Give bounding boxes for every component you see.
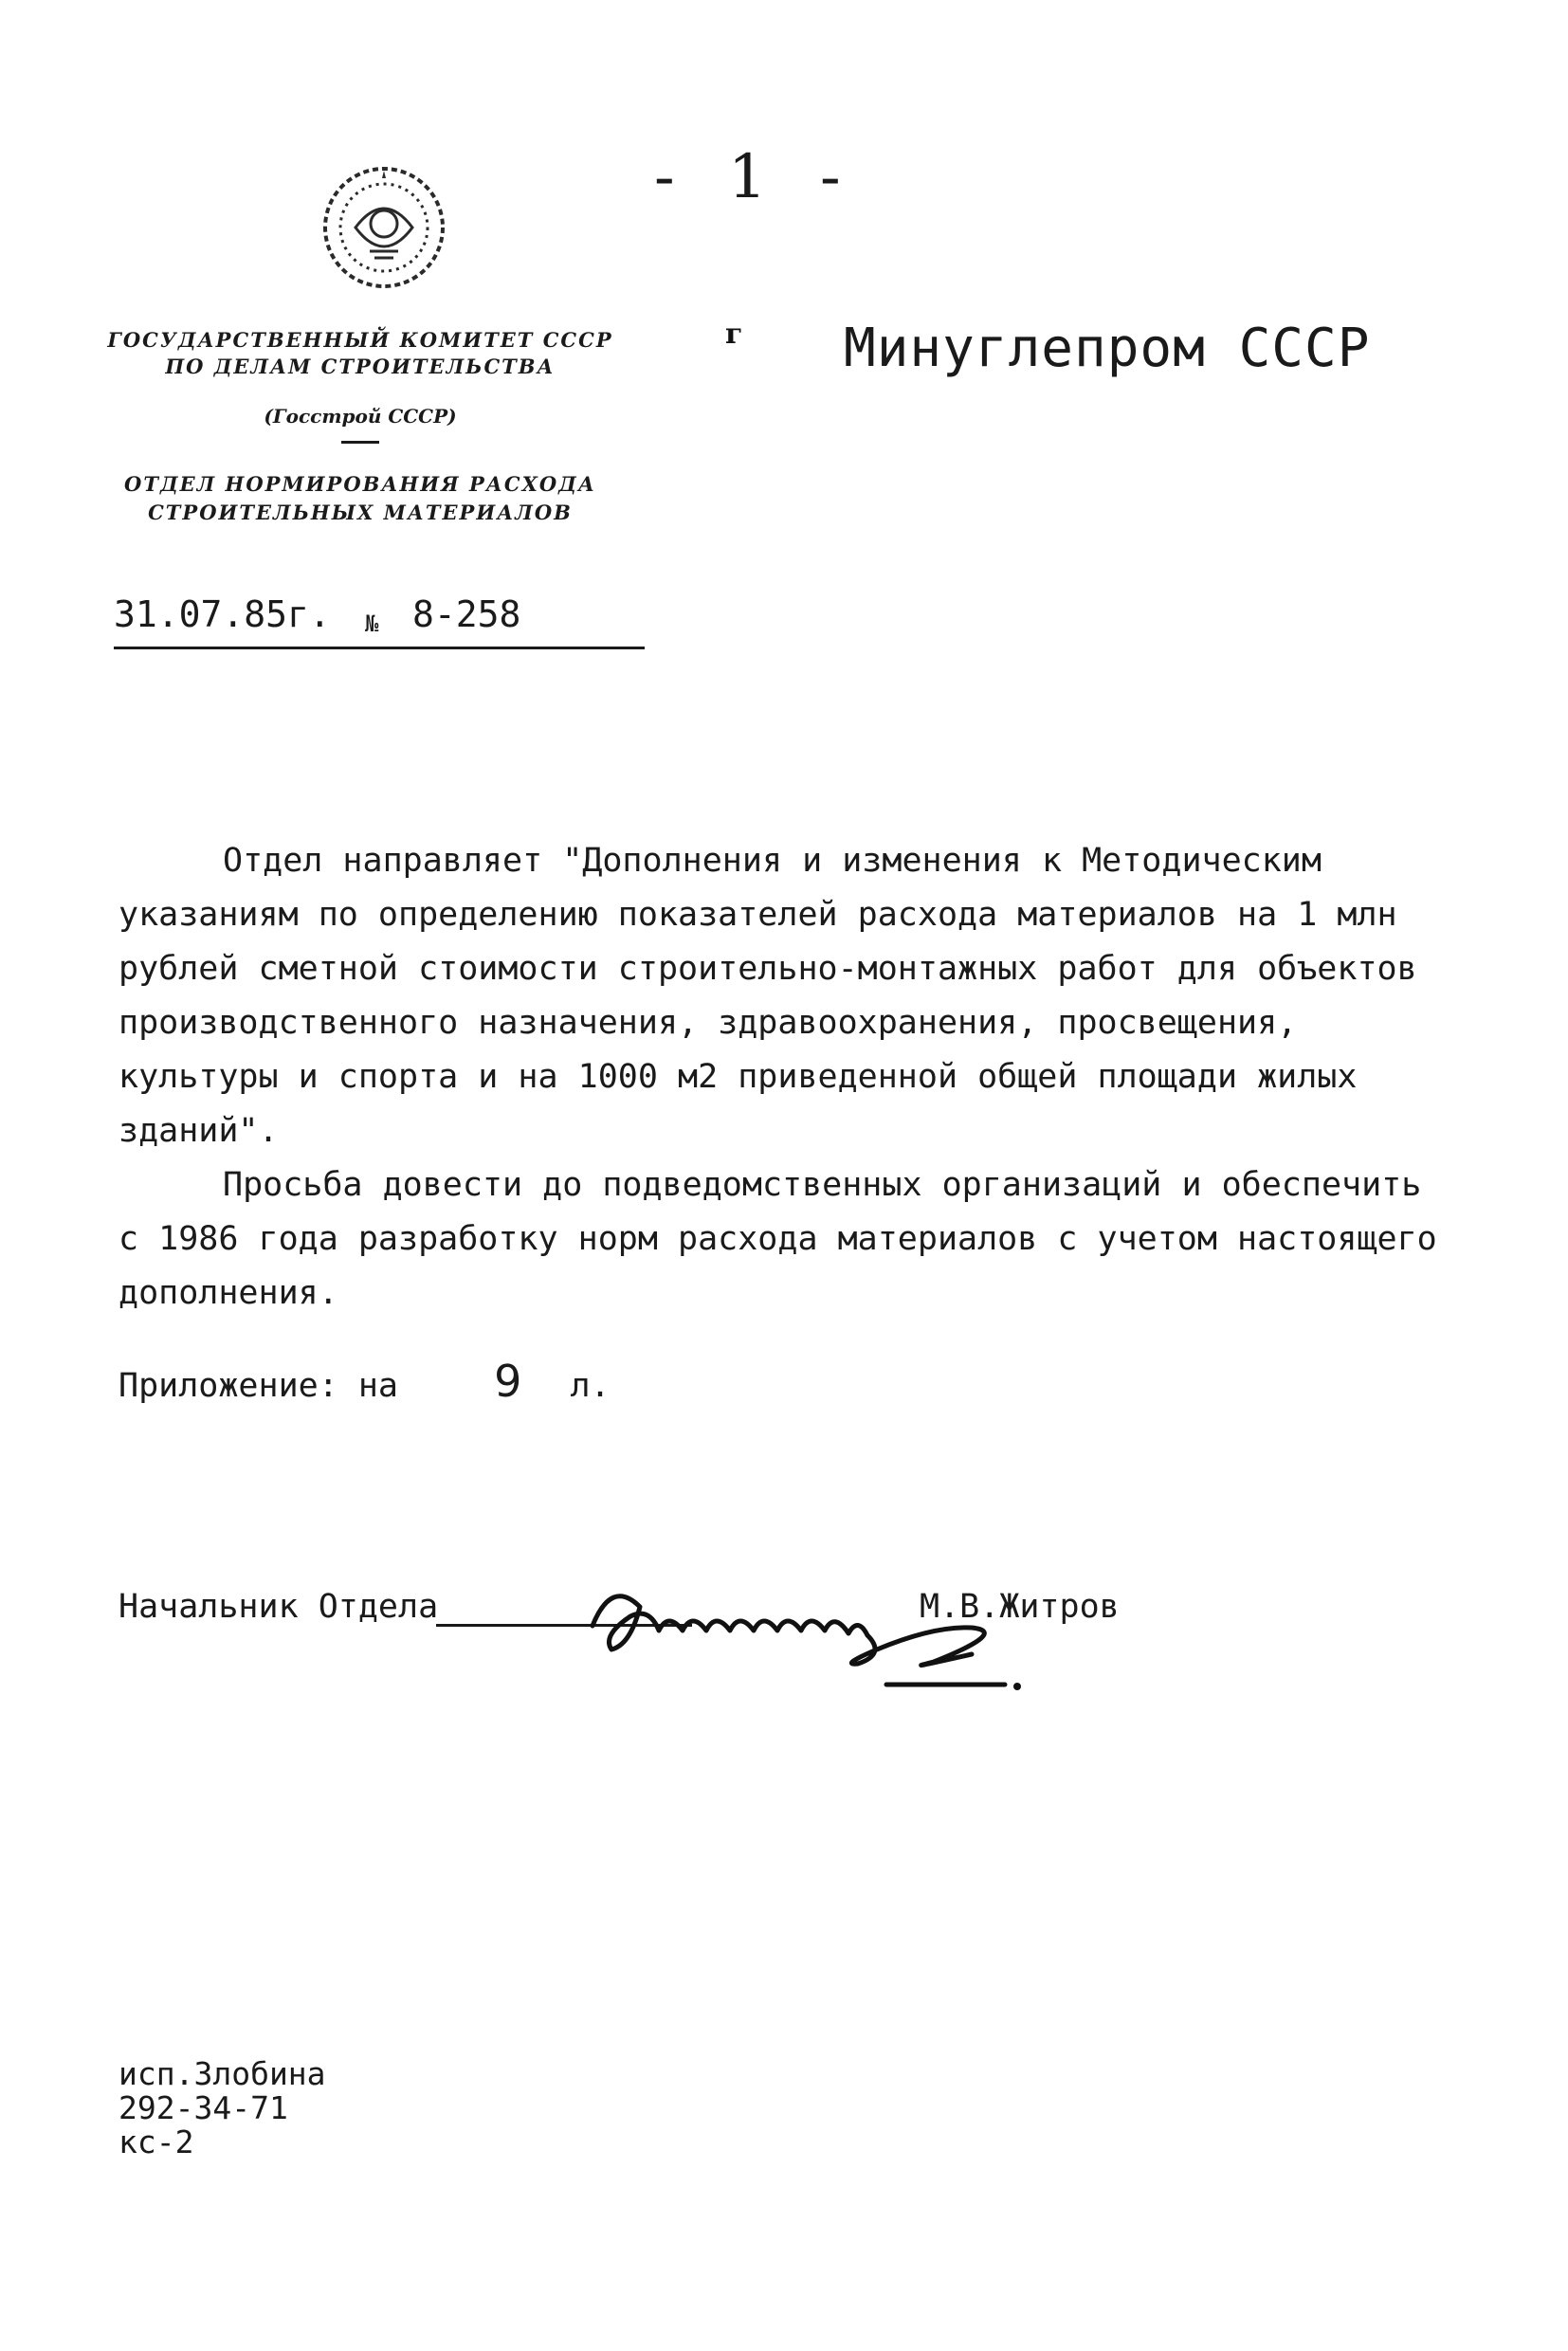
addressee-mark: г [725,318,743,351]
reference-line [114,590,645,649]
attachment-note [119,1356,611,1407]
attachment-count: 9 [494,1356,522,1407]
executor-name: исп.Злобина [119,2055,326,2092]
document-date: 31.07.85г. [114,593,331,635]
letterhead [95,327,626,527]
letterhead-divider [341,441,379,444]
body-paragraph-1: Отдел направляет "Дополнения и изменения к Методическим указаниям по определению показателей расхода материалов на 1 млн рублей сметной стоимости строительно-монтажных работ для объектов производственного назначения, здравоохранения, просвещения, культуры и спорта и на 1000 м2 приведенной общей площади жилых зданий". [119,842,1417,1150]
signature-block [119,1588,1161,1702]
document-number: 8-258 [412,593,521,635]
executor-note [119,2057,326,2160]
addressee: Минуглепром СССР [844,318,1371,379]
signatory-title: Начальник Отдела [119,1588,439,1626]
executor-phone: 292-34-71 [119,2089,288,2126]
letter-body [119,834,1455,1321]
number-label: № [365,611,379,637]
department-line-2: СТРОИТЕЛЬНЫХ МАТЕРИАЛОВ [148,501,573,524]
attachment-unit: л. [570,1367,611,1405]
executor-code: кс-2 [119,2123,194,2160]
attachment-label: Приложение: на [119,1367,399,1405]
committee-line-1: ГОСУДАРСТВЕННЫЙ КОМИТЕТ СССР [107,328,613,352]
committee-short-name: (Госстрой СССР) [264,405,457,428]
committee-line-2: ПО ДЕЛАМ СТРОИТЕЛЬСТВА [165,355,556,378]
signatory-name: М.В.Житров [920,1588,1120,1626]
handwritten-signature-icon [574,1559,1161,1692]
page-number: - 1 - [654,142,858,212]
department-line-1: ОТДЕЛ НОРМИРОВАНИЯ РАСХОДА [124,472,596,496]
state-emblem-icon [318,161,450,294]
body-paragraph-2: Просьба довести до подведомственных организаций и обеспечить с 1986 года разработку норм расхода материалов с учетом настоящего дополнения. [119,1166,1437,1312]
